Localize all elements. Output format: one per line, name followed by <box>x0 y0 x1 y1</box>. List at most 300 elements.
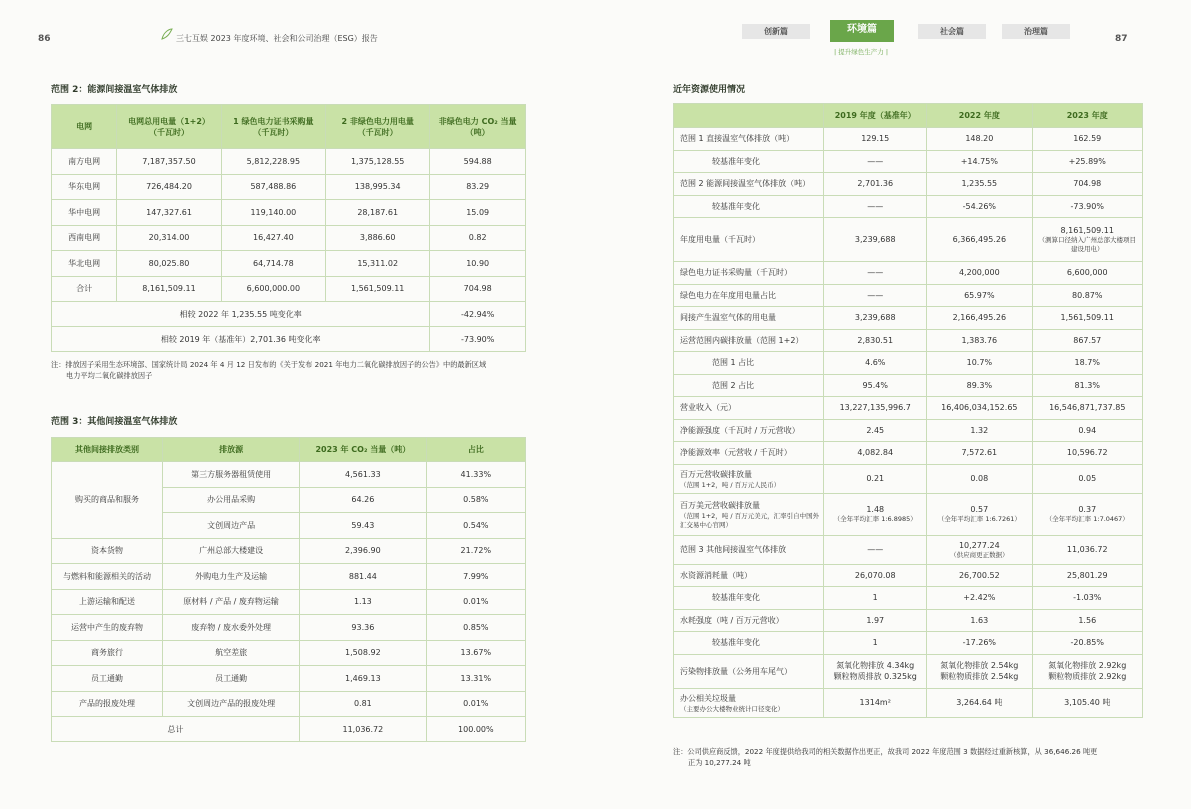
scope2-cell: 10.90 <box>430 251 526 277</box>
resource-value <box>824 218 927 262</box>
resource-value-text: 18.7% <box>1074 358 1100 368</box>
resource-value-note: （全年平均汇率 1:6.7261） <box>937 515 1021 523</box>
resource-value <box>1032 535 1143 564</box>
scope3-row <box>52 666 526 692</box>
resource-value-line: 颗粒物质排放 2.92kg <box>1048 672 1127 681</box>
scope3-cell: 与燃料和能源相关的活动 <box>52 564 163 590</box>
resource-value <box>927 195 1032 218</box>
resource-header-row <box>674 104 1143 128</box>
resource-value <box>824 284 927 307</box>
resource-value-text: 6,600,000 <box>1066 268 1108 278</box>
scope2-cell: 南方电网 <box>52 149 117 175</box>
scope2-note-line1: 注：排放因子采用生态环境部、国家统计局 2024 年 4 月 12 日发布的《关于发布 2021 年电力二氧化碳排放因子的公告》中的最新区域 <box>51 360 487 369</box>
scope2-header-text: 1 绿色电力证书采购量 <box>233 116 314 126</box>
resource-value-text: 3,264.64 吨 <box>956 698 1003 707</box>
resource-header-cell: 2019 年度（基准年） <box>824 104 927 128</box>
scope2-row <box>52 149 526 175</box>
resource-value-text: 0.94 <box>1078 425 1097 435</box>
resource-row <box>674 307 1143 330</box>
resource-value <box>1032 307 1143 330</box>
resource-value <box>927 493 1032 535</box>
resource-value <box>824 464 927 493</box>
resource-value-text: 0.05 <box>1078 474 1097 483</box>
resource-value-text: 1,383.76 <box>961 335 998 345</box>
resource-label-text: 运营范围内碳排放量（范围 1+2） <box>680 335 804 345</box>
resource-value-text: 1 <box>872 593 878 603</box>
resource-value <box>824 609 927 632</box>
resource-label <box>674 587 824 610</box>
scope3-cell: 原材料 / 产品 / 废弃物运输 <box>163 589 300 615</box>
scope3-header-cell: 其他间接排放类别 <box>52 438 163 462</box>
scope3-category: 购买的商品和服务 <box>52 462 163 539</box>
scope2-header-cell <box>430 105 526 149</box>
resource-note-line2: 正为 10,277.24 吨 <box>688 758 751 767</box>
scope2-cell: 64,714.78 <box>221 251 325 277</box>
scope2-header-text: 2 非绿色电力用电量 <box>341 116 414 126</box>
scope2-cell: 6,600,000.00 <box>221 276 325 302</box>
sub-tab-label: | 提升绿色生产力 | <box>834 48 889 56</box>
resource-value <box>1032 397 1143 420</box>
scope3-cell: 1.13 <box>300 589 427 615</box>
scope3-cell: 文创周边产品 <box>163 513 300 539</box>
scope3-row <box>52 462 526 488</box>
resource-value-text: 2.45 <box>866 425 885 435</box>
resource-row <box>674 632 1143 655</box>
resource-label-text: 较基准年变化 <box>712 593 760 603</box>
scope3-cell: 航空差旅 <box>163 640 300 666</box>
resource-value-line: 氮氧化物排放 4.34kg <box>836 661 915 670</box>
resource-value-text: —— <box>867 290 884 300</box>
resource-value <box>927 374 1032 397</box>
resource-label-text: 百万美元营收碳排放量 <box>680 500 760 510</box>
resource-label-text: 水耗强度（吨 / 百万元营收） <box>680 615 784 625</box>
resource-value <box>927 218 1032 262</box>
resource-label-text: 较基准年变化 <box>712 156 760 166</box>
resource-label-text: 办公相关垃圾量 <box>680 693 736 703</box>
scope2-row <box>52 276 526 302</box>
resource-label-text: 范围 3 其他间接温室气体排放 <box>680 545 787 554</box>
scope3-cell: 0.01% <box>426 691 525 717</box>
scope2-cell: 15,311.02 <box>326 251 430 277</box>
resource-value-text: 2,830.51 <box>857 335 894 345</box>
scope2-compare-value: -73.90% <box>430 327 526 352</box>
scope2-header-text: 非绿色电力 CO₂ 当量 <box>438 116 517 126</box>
resource-value-text: 10.7% <box>966 358 993 368</box>
resource-value <box>927 284 1032 307</box>
scope2-table <box>51 104 526 352</box>
resource-value <box>824 442 927 465</box>
resource-body <box>674 128 1143 718</box>
resource-row <box>674 218 1143 262</box>
scope2-header-cell <box>221 105 325 149</box>
scope3-cell: 第三方服务器租赁使用 <box>163 462 300 488</box>
resource-row <box>674 688 1143 717</box>
resource-value-text: 2,166,495.26 <box>952 313 1007 323</box>
resource-label-text: 范围 2 能源间接温室气体排放（吨） <box>680 179 811 189</box>
resource-value-text: —— <box>867 268 884 278</box>
scope2-compare-label: 相较 2019 年（基准年）2,701.36 吨变化率 <box>52 327 430 352</box>
scope2-cell: 28,187.61 <box>326 200 430 226</box>
resource-value <box>1032 609 1143 632</box>
scope2-cell: 合计 <box>52 276 117 302</box>
resource-value-text: 8,161,509.11 <box>1060 226 1114 235</box>
scope3-cell: 41.33% <box>426 462 525 488</box>
tab-society[interactable]: 社会篇 <box>918 24 986 39</box>
resource-value <box>927 564 1032 587</box>
scope2-header-cell <box>117 105 221 149</box>
resource-value <box>1032 654 1143 688</box>
resource-label <box>674 688 824 717</box>
scope2-title: 范围 2：能源间接温室气体排放 <box>51 85 178 95</box>
resource-label <box>674 284 824 307</box>
resource-value-text: 1.56 <box>1078 615 1097 625</box>
scope3-cell: 0.81 <box>300 691 427 717</box>
scope3-cell: 外购电力生产及运输 <box>163 564 300 590</box>
resource-row <box>674 262 1143 285</box>
resource-value-text: 16,546,871,737.85 <box>1049 403 1126 413</box>
resource-value-text: 129.15 <box>861 134 890 144</box>
resource-value-note: （测算口径纳入广州总部大楼项目建设用电） <box>1038 236 1136 253</box>
scope2-cell: 1,561,509.11 <box>326 276 430 302</box>
scope3-title: 范围 3：其他间接温室气体排放 <box>51 417 178 427</box>
resource-label-note: （范围 1+2，吨 / 百万元美元，汇率引自中国外汇交易中心官网） <box>680 511 820 529</box>
resource-value <box>824 419 927 442</box>
resource-value-text: 867.57 <box>1073 335 1102 345</box>
resource-value <box>824 150 927 173</box>
resource-usage-table <box>673 103 1143 718</box>
scope2-row <box>52 174 526 200</box>
scope3-header-cell: 排放源 <box>163 438 300 462</box>
resource-value-line: 氮氧化物排放 2.92kg <box>1048 661 1127 670</box>
resource-value-text: +14.75% <box>960 156 998 166</box>
resource-row <box>674 654 1143 688</box>
resource-value <box>824 564 927 587</box>
resource-value <box>824 128 927 151</box>
scope3-header-row <box>52 438 526 462</box>
resource-value <box>824 307 927 330</box>
resource-value <box>1032 374 1143 397</box>
scope3-cell: 21.72% <box>426 538 525 564</box>
resource-label-text: 净能源效率（元营收 / 千瓦时） <box>680 448 792 458</box>
scope2-cell: 83.29 <box>430 174 526 200</box>
resource-value-text: 162.59 <box>1073 134 1102 144</box>
resource-label <box>674 329 824 352</box>
scope3-cell: 64.26 <box>300 487 427 513</box>
leaf-logo-icon <box>160 27 174 41</box>
scope3-cell: 0.54% <box>426 513 525 539</box>
page-number-left: 86 <box>38 34 51 44</box>
resource-value <box>927 419 1032 442</box>
resource-value <box>1032 352 1143 375</box>
scope2-cell: 5,812,228.95 <box>221 149 325 175</box>
scope2-cell: 15.09 <box>430 200 526 226</box>
resource-label-text: 较基准年变化 <box>712 201 760 211</box>
page-number-right: 87 <box>1115 34 1128 44</box>
resource-label <box>674 195 824 218</box>
resource-label-text: 净能源强度（千瓦时 / 万元营收） <box>680 425 800 435</box>
resource-value <box>1032 195 1143 218</box>
resource-value <box>1032 688 1143 717</box>
scope2-header-text: （千瓦时） <box>253 127 294 137</box>
scope2-cell: 138,995.34 <box>326 174 430 200</box>
resource-label <box>674 535 824 564</box>
scope2-cell: 华东电网 <box>52 174 117 200</box>
resource-value-text: 3,239,688 <box>854 235 896 244</box>
resource-value-text: 10,596.72 <box>1066 448 1108 458</box>
scope2-row <box>52 251 526 277</box>
scope2-note-line2: 电力平均二氧化碳排放因子 <box>66 371 153 380</box>
scope3-cell: 产品的报废处理 <box>52 691 163 717</box>
scope2-compare-value: -42.94% <box>430 302 526 327</box>
resource-label <box>674 609 824 632</box>
scope2-cell: 147,327.61 <box>117 200 221 226</box>
scope3-cell: 0.58% <box>426 487 525 513</box>
scope3-total-row <box>52 717 526 742</box>
resource-header-cell <box>674 104 824 128</box>
resource-value-text: 148.20 <box>965 134 994 144</box>
scope3-cell: 4,561.33 <box>300 462 427 488</box>
scope2-header-cell <box>52 105 117 149</box>
resource-value-text: -1.03% <box>1073 593 1102 603</box>
scope2-header-text: 电网 <box>76 122 93 131</box>
right-page <box>596 0 1191 809</box>
resource-value-text: +2.42% <box>963 593 996 603</box>
scope2-cell: 西南电网 <box>52 225 117 251</box>
scope2-cell: 8,161,509.11 <box>117 276 221 302</box>
resource-usage-title: 近年资源使用情况 <box>673 85 746 95</box>
resource-value <box>927 442 1032 465</box>
scope3-cell: 13.67% <box>426 640 525 666</box>
scope2-compare-row <box>52 327 526 352</box>
resource-label-text: 营业收入（元） <box>680 403 736 413</box>
resource-value-text: 1.63 <box>970 615 989 625</box>
resource-row <box>674 352 1143 375</box>
resource-row <box>674 173 1143 196</box>
tab-governance[interactable]: 治理篇 <box>1002 24 1070 39</box>
resource-label <box>674 632 824 655</box>
resource-value <box>927 352 1032 375</box>
scope2-header-text: 电网总用电量（1+2） <box>128 116 210 126</box>
resource-value <box>824 587 927 610</box>
scope3-row <box>52 564 526 590</box>
resource-value-text: 704.98 <box>1073 179 1102 189</box>
resource-value-text: 6,366,495.26 <box>952 235 1007 244</box>
scope2-cell: 16,427.40 <box>221 225 325 251</box>
resource-value <box>1032 632 1143 655</box>
resource-value <box>927 329 1032 352</box>
resource-value <box>1032 173 1143 196</box>
scope2-row <box>52 225 526 251</box>
tab-innovation[interactable]: 创新篇 <box>742 24 810 39</box>
scope2-cell: 726,484.20 <box>117 174 221 200</box>
resource-value-text: -20.85% <box>1070 638 1104 648</box>
resource-value-line: 氮氧化物排放 2.54kg <box>940 661 1019 670</box>
resource-label <box>674 419 824 442</box>
resource-row <box>674 493 1143 535</box>
resource-value-text: 1.32 <box>970 425 989 435</box>
scope2-cell: 587,488.86 <box>221 174 325 200</box>
resource-value <box>1032 128 1143 151</box>
resource-row <box>674 374 1143 397</box>
scope3-row <box>52 640 526 666</box>
resource-row <box>674 587 1143 610</box>
resource-row <box>674 128 1143 151</box>
scope3-cell: 1,469.13 <box>300 666 427 692</box>
resource-value-text: 1.48 <box>866 505 885 514</box>
resource-value <box>927 464 1032 493</box>
resource-value-text: -17.26% <box>962 638 997 648</box>
resource-label <box>674 150 824 173</box>
resource-value-text: 7,572.61 <box>961 448 998 458</box>
scope3-body <box>52 462 526 742</box>
scope3-cell: 资本货物 <box>52 538 163 564</box>
resource-value <box>824 352 927 375</box>
resource-value <box>927 173 1032 196</box>
resource-label-text: 较基准年变化 <box>712 638 760 648</box>
resource-value-text: 1 <box>872 638 878 648</box>
scope2-header-text: （千瓦时） <box>149 127 190 137</box>
scope3-total-label: 总计 <box>52 717 300 742</box>
resource-label-note: （主要办公大楼物业统计口径变化） <box>680 704 784 713</box>
resource-value-text: 80.87% <box>1071 290 1103 300</box>
resource-value <box>824 329 927 352</box>
scope3-cell: 2,396.90 <box>300 538 427 564</box>
scope3-row <box>52 615 526 641</box>
scope3-cell: 59.43 <box>300 513 427 539</box>
resource-value-text: —— <box>867 201 884 211</box>
resource-value-note: （供应商更正数据） <box>950 550 1009 559</box>
resource-label-text: 百万元营收碳排放量 <box>680 469 752 479</box>
resource-value <box>824 654 927 688</box>
resource-value-text: —— <box>867 156 884 166</box>
scope3-cell: 办公用品采购 <box>163 487 300 513</box>
scope3-cell: 文创周边产品的报废处理 <box>163 691 300 717</box>
scope3-header-cell: 占比 <box>426 438 525 462</box>
scope3-header-cell: 2023 年 CO₂ 当量（吨） <box>300 438 427 462</box>
resource-label-text: 水资源消耗量（吨） <box>680 570 752 580</box>
scope3-cell: 运营中产生的废弃物 <box>52 615 163 641</box>
resource-label-text: 污染物排放量（公务用车尾气） <box>680 666 792 676</box>
resource-value-text: -73.90% <box>1070 201 1104 211</box>
resource-label <box>674 654 824 688</box>
resource-value-text: 10,277.24 <box>958 540 1000 550</box>
resource-value-text: 13,227,135,996.7 <box>839 403 911 413</box>
resource-value <box>927 688 1032 717</box>
resource-value-text: 1,235.55 <box>961 179 998 189</box>
resource-value-text: 0.08 <box>970 474 989 483</box>
resource-value <box>927 128 1032 151</box>
scope3-cell: 广州总部大楼建设 <box>163 538 300 564</box>
scope2-note <box>51 359 541 381</box>
resource-note <box>673 746 1153 768</box>
resource-value <box>1032 564 1143 587</box>
scope2-cell: 80,025.80 <box>117 251 221 277</box>
resource-value-text: —— <box>867 545 884 554</box>
resource-value <box>1032 587 1143 610</box>
scope2-header-text: （千瓦时） <box>357 127 398 137</box>
tab-environment[interactable]: 环境篇 <box>830 20 894 42</box>
resource-label <box>674 374 824 397</box>
resource-value <box>1032 464 1143 493</box>
scope2-cell: 华中电网 <box>52 200 117 226</box>
resource-value <box>1032 442 1143 465</box>
scope3-cell: 上游运输和配送 <box>52 589 163 615</box>
resource-label <box>674 352 824 375</box>
resource-value <box>824 374 927 397</box>
resource-label <box>674 262 824 285</box>
chapter-tabs <box>742 20 1142 42</box>
resource-row <box>674 329 1143 352</box>
scope3-cell: 1,508.92 <box>300 640 427 666</box>
resource-value-text: 26,070.08 <box>854 570 896 580</box>
resource-value-line: 颗粒物质排放 2.54kg <box>940 672 1019 681</box>
left-page <box>0 0 595 809</box>
scope3-cell: 废弃物 / 废水委外处理 <box>163 615 300 641</box>
resource-header-cell: 2022 年度 <box>927 104 1032 128</box>
resource-label <box>674 307 824 330</box>
resource-label <box>674 442 824 465</box>
resource-value-text: 26,700.52 <box>958 570 1000 580</box>
scope3-cell: 13.31% <box>426 666 525 692</box>
resource-row <box>674 464 1143 493</box>
scope3-total-value: 11,036.72 <box>300 717 427 742</box>
scope2-cell: 3,886.60 <box>326 225 430 251</box>
resource-value-text: 89.3% <box>966 380 993 390</box>
scope3-row <box>52 589 526 615</box>
scope3-cell: 881.44 <box>300 564 427 590</box>
resource-value <box>1032 329 1143 352</box>
scope2-row <box>52 200 526 226</box>
resource-value <box>927 632 1032 655</box>
scope3-row <box>52 538 526 564</box>
resource-row <box>674 397 1143 420</box>
resource-note-line1: 注：公司供应商反馈，2022 年度提供给我司的相关数据作出更正，故我司 2022 年度范围 3 数据经过重新核算，从 36,646.26 吨更 <box>673 747 1098 756</box>
resource-label <box>674 564 824 587</box>
resource-value <box>927 150 1032 173</box>
resource-label <box>674 128 824 151</box>
resource-value <box>1032 150 1143 173</box>
resource-value <box>1032 262 1143 285</box>
scope2-cell: 119,140.00 <box>221 200 325 226</box>
scope2-header-text: （吨） <box>465 127 490 137</box>
resource-value-text: -54.26% <box>962 201 997 211</box>
resource-label-text: 间接产生温室气体的用电量 <box>680 313 776 323</box>
resource-label-note: （范围 1+2，吨 / 百万元人民币） <box>680 480 781 489</box>
scope3-cell: 0.85% <box>426 615 525 641</box>
scope2-compare-row <box>52 302 526 327</box>
scope3-cell: 0.01% <box>426 589 525 615</box>
resource-value-text: 0.57 <box>970 505 989 514</box>
resource-value-note: （全年平均汇率 1:7.0467） <box>1045 515 1129 523</box>
scope3-table <box>51 437 526 742</box>
scope2-compare-label: 相较 2022 年 1,235.55 吨变化率 <box>52 302 430 327</box>
resource-value-text: 1,561,509.11 <box>1060 313 1114 323</box>
resource-label-text: 范围 1 直接温室气体排放（吨） <box>680 134 795 144</box>
resource-label <box>674 464 824 493</box>
resource-value <box>824 688 927 717</box>
resource-value-text: 0.37 <box>1078 505 1097 514</box>
resource-value <box>927 609 1032 632</box>
resource-value-text: 3,239,688 <box>854 313 896 323</box>
scope2-body <box>52 149 526 352</box>
resource-value <box>1032 419 1143 442</box>
resource-row <box>674 535 1143 564</box>
resource-value <box>824 632 927 655</box>
scope3-cell: 7.99% <box>426 564 525 590</box>
resource-value <box>927 654 1032 688</box>
resource-value <box>824 262 927 285</box>
resource-label-text: 绿色电力证书采购量（千瓦时） <box>680 268 792 278</box>
